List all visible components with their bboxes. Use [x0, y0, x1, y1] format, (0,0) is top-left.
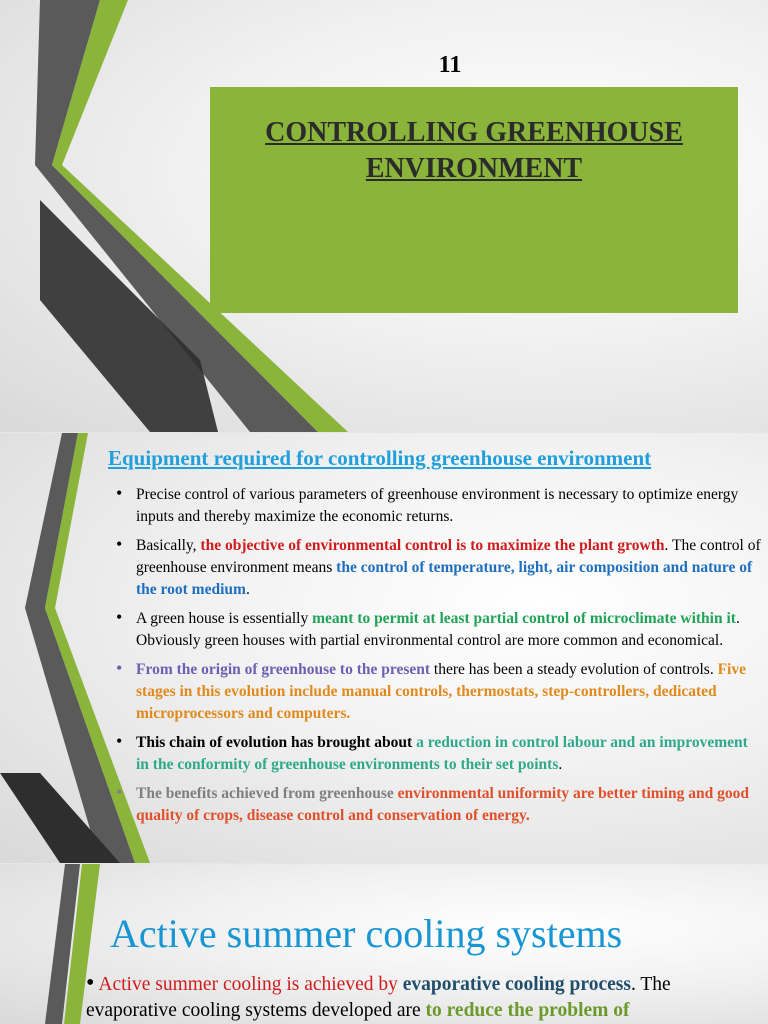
- list-item: [112, 535, 762, 601]
- highlight-text: The benefits achieved from greenhouse: [136, 785, 398, 802]
- highlight-text: to reduce the problem of: [425, 1000, 630, 1021]
- list-item: [112, 659, 762, 725]
- slide-3-body: [86, 970, 758, 1024]
- title-line-2: ENVIRONMENT: [365, 153, 583, 184]
- bullet-text: there has been a steady evolution of controls.: [430, 661, 718, 678]
- bullet-text: . Obviously green houses with partial environmental control are more common and economical.: [136, 610, 740, 649]
- highlight-text: meant to permit at least partial control of microclimate within it: [312, 610, 736, 627]
- bullet-text: Basically,: [136, 537, 201, 554]
- body-text: Active summer cooling is achieved by: [98, 974, 403, 995]
- bullet-text: Precise control of various parameters of greenhouse environment is necessary to optimize energy inputs and thereby maximize the economic returns.: [136, 486, 739, 525]
- list-item: [112, 732, 762, 776]
- highlight-text: the objective of environmental control is to maximize the plant growth: [200, 537, 665, 554]
- highlight-text: evaporative cooling process: [402, 974, 631, 995]
- bullet-icon: •: [86, 970, 95, 996]
- highlight-text: Five stages in this evolution include manual controls, thermostats, step-controllers, dedicated microprocessors and computers.: [136, 661, 746, 722]
- highlight-text: environmental uniformity are better timing and good quality of crops, disease control and conservation of energy.: [136, 785, 749, 824]
- body-text: . The evaporative cooling systems developed are: [86, 974, 671, 1021]
- slide-1: [0, 0, 768, 432]
- title-line-1: CONTROLLING GREENHOUSE: [265, 117, 683, 148]
- bullet-list: [112, 484, 762, 834]
- bullet-text: A green house is essentially: [136, 610, 313, 627]
- list-item: [112, 608, 762, 652]
- slide-number: 11: [438, 52, 462, 78]
- list-item: [112, 484, 762, 528]
- bullet-text: .: [558, 756, 563, 773]
- bullet-text: . The control of greenhouse environment means: [136, 537, 761, 576]
- list-item: [112, 783, 762, 827]
- slide-title: [220, 115, 728, 187]
- section-heading: Equipment required for controlling greenhouse environment: [108, 446, 652, 470]
- highlight-text: the control of temperature, light, air composition and nature of the root medium: [136, 559, 753, 598]
- slide-3-heading: Active summer cooling systems: [110, 911, 623, 956]
- bullet-text: .: [245, 581, 250, 598]
- highlight-text: a reduction in control labour and an improvement in the conformity of greenhouse environments to their set points: [136, 734, 748, 773]
- bullet-text: This chain of evolution has brought about: [136, 734, 417, 751]
- highlight-text: From the origin of greenhouse to the present: [136, 661, 431, 678]
